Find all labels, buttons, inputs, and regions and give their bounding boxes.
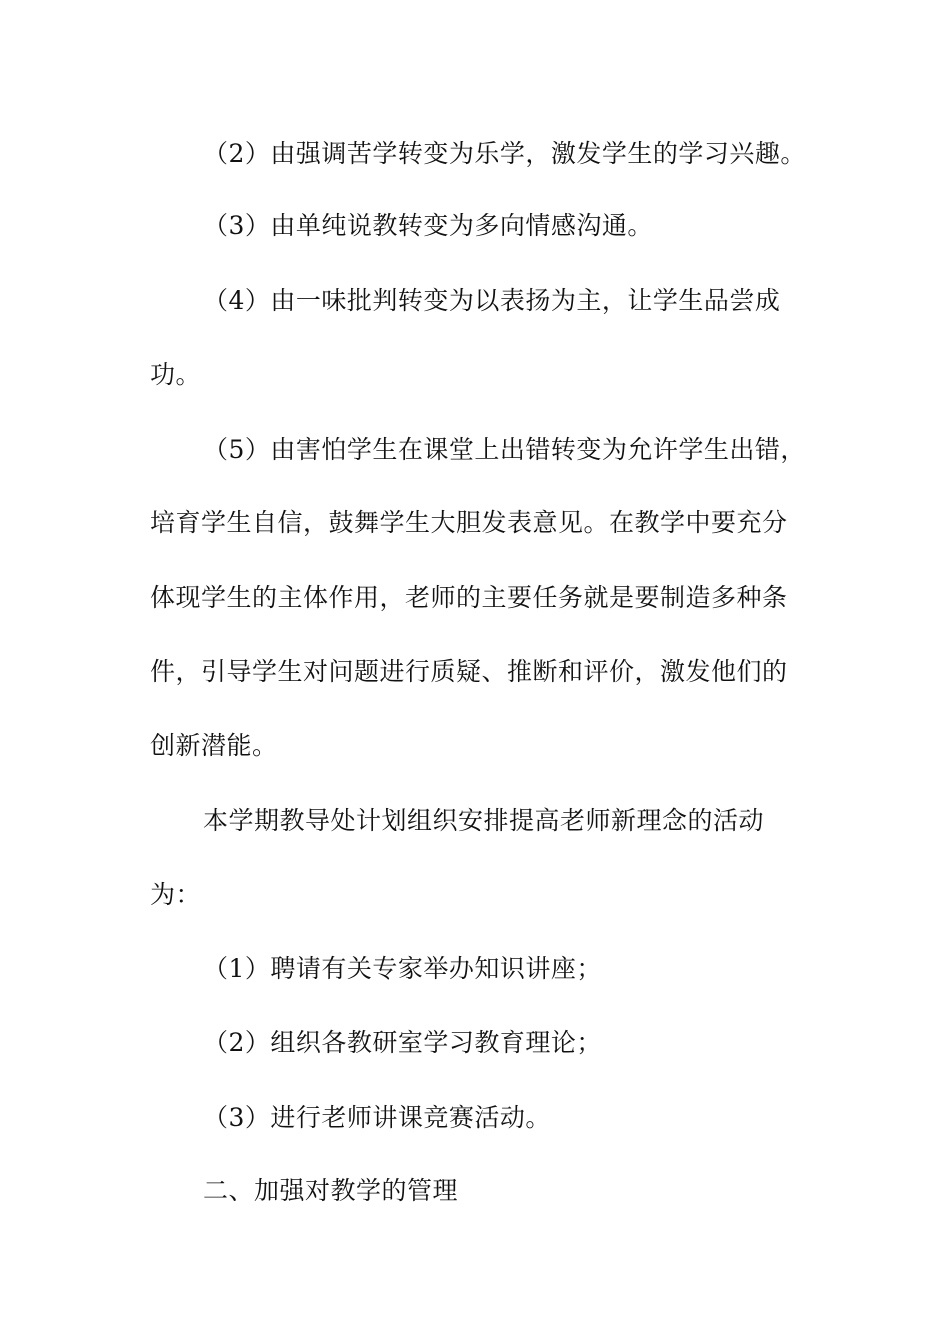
list-item: （3）进行老师讲课竞赛活动。 — [203, 1103, 551, 1132]
list-item: （2）组织各教研室学习教育理论； — [203, 1028, 602, 1057]
paragraph-line: （4）由一味批判转变为以表扬为主，让学生品尝成 — [203, 286, 781, 315]
paragraph-line: （5）由害怕学生在课堂上出错转变为允许学生出错， — [203, 435, 806, 464]
list-item: （1）聘请有关专家举办知识讲座； — [203, 954, 602, 983]
paragraph-line: （3）由单纯说教转变为多向情感沟通。 — [203, 211, 653, 240]
paragraph-line: 件，引导学生对问题进行质疑、推断和评价，激发他们的 — [150, 657, 788, 686]
section-heading: 二、加强对教学的管理 — [203, 1176, 459, 1205]
paragraph-line: 培育学生自信，鼓舞学生大胆发表意见。在教学中要充分 — [150, 508, 788, 537]
paragraph-line: 创新潜能。 — [150, 731, 278, 760]
paragraph-line: 体现学生的主体作用，老师的主要任务就是要制造多种条 — [150, 583, 788, 612]
paragraph-line: （2）由强调苦学转变为乐学，激发学生的学习兴趣。 — [203, 139, 806, 168]
paragraph-line: 功。 — [150, 360, 202, 389]
paragraph-line: 本学期教导处计划组织安排提高老师新理念的活动 — [203, 806, 765, 835]
paragraph-line: 为： — [150, 880, 202, 909]
